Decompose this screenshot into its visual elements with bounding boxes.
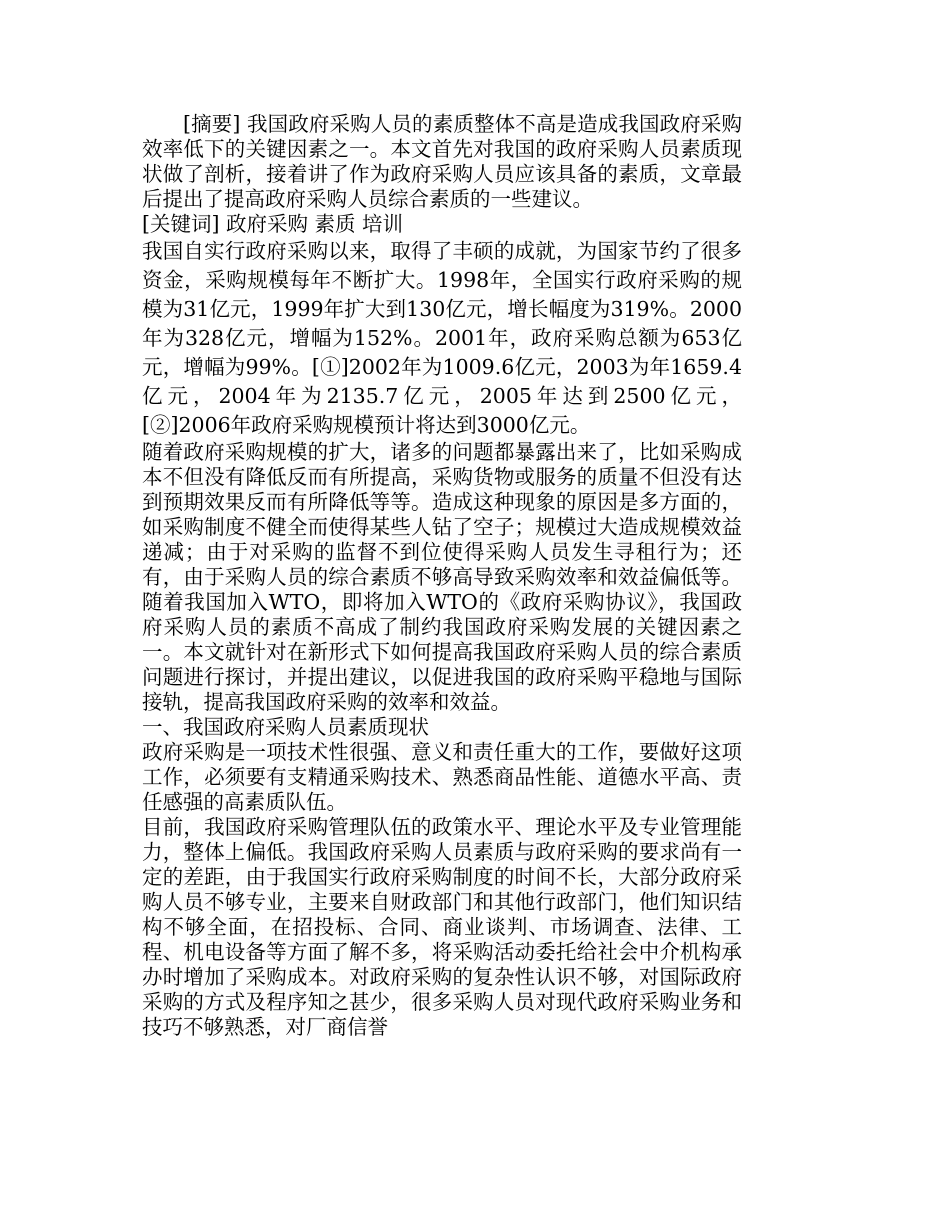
keywords-line: [关键词] 政府采购 素质 培训	[142, 212, 404, 236]
section-heading: 一、我国政府采购人员素质现状	[142, 715, 429, 739]
abstract-paragraph: [摘要] 我国政府采购人员的素质整体不高是造成我国政府采购效率低下的关键因素之一。本文首先对我国的政府采购人员素质现状做了剖析，接着讲了作为政府采购人员应该具备的素质，文章最后提出了提高政府采购人员综合素质的一些建议。	[142, 112, 742, 211]
data-paragraph-wrapper	[142, 237, 742, 440]
body-paragraph-status: 目前，我国政府采购管理队伍的政策水平、理论水平及专业管理能力，整体上偏低。我国政府采购人员素质与政府采购的要求尚有一定的差距，由于我国实行政府采购制度的时间不长，大部分政府采购人员不够专业，主要来自财政部门和其他行政部门，他们知识结构不够全面，在招投标、合同、商业谈判、市场调查、法律、工程、机电设备等方面了解不多，将采购活动委托给社会中介机构承办时增加了采购成本。对政府采购的复杂性认识不够，对国际政府采购的方式及程序知之甚少，很多采购人员对现代政府采购业务和技巧不够熟悉，对厂商信誉	[142, 815, 742, 1039]
document-page	[142, 112, 742, 1040]
body-paragraph-scale: 我国自实行政府采购以来，取得了丰硕的成就，为国家节约了很多资金，采购规模每年不断扩大。1998年，全国实行政府采购的规模为31亿元，1999年扩大到130亿元，增长幅度为319%。2000年为328亿元，增幅为152%。2001年，政府采购总额为653亿元，增幅为99%。[①]2002年为1009.6亿元，2003为年1659.4亿元，2004年为2135.7亿元，2005年达到2500亿元，[②]2006年政府采购规模预计将达到3000亿元。	[142, 239, 742, 437]
body-paragraph-importance: 政府采购是一项技术性很强、意义和责任重大的工作，要做好这项工作，必须要有支精通采购技术、熟悉商品性能、道德水平高、责任感强的高素质队伍。	[142, 740, 742, 814]
body-paragraph-problems: 随着政府采购规模的扩大，诸多的问题都暴露出来了，比如采购成本不但没有降低反而有所提高，采购货物或服务的质量不但没有达到预期效果反而有所降低等等。造成这种现象的原因是多方面的，如采购制度不健全而使得某些人钻了空子；规模过大造成规模效益递减；由于对采购的监督不到位使得采购人员发生寻租行为；还有，由于采购人员的综合素质不够高导致采购效率和效益偏低等。随着我国加入WTO，即将加入WTO的《政府采购协议》，我国政府采购人员的素质不高成了制约我国政府采购发展的关键因素之一。本文就针对在新形式下如何提高我国政府采购人员的综合素质问题进行探讨，并提出建议，以促进我国的政府采购平稳地与国际接轨，提高我国政府采购的效率和效益。	[142, 440, 742, 714]
